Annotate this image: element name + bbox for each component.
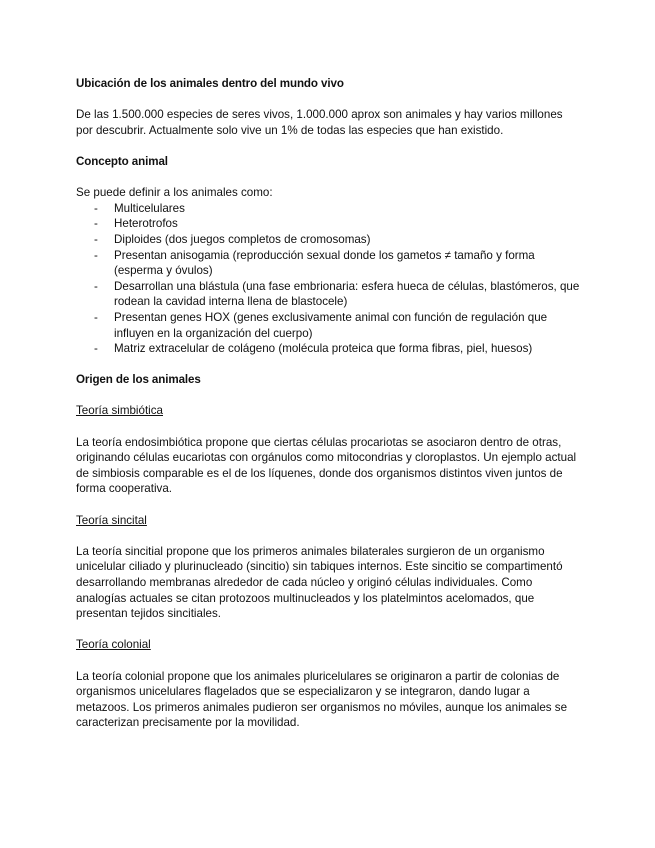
dash-bullet: - <box>94 248 98 262</box>
list-item-text: Diploides (dos juegos completos de cromosomas) <box>114 232 371 246</box>
spacer <box>76 497 581 513</box>
paragraph-sincital: La teoría sincitial propone que los primeros animales bilaterales surgieron de un organismo unicelular ciliado y plurinucleado (sincitio) sin tabiques internos. Este sincitio se compartimentó desarrollando membranas alrededor de cada núcleo y originó células individuales. Como analogías actuales se citan protozoos multinucleados y los platelmintos acelomados, que presentan tejidos sincitiales. <box>76 544 563 621</box>
dash-bullet: - <box>94 201 98 215</box>
list-item <box>76 310 581 341</box>
subheading-simbiotica: Teoría simbiótica <box>76 404 163 418</box>
concepto-intro: Se puede definir a los animales como: <box>76 186 273 200</box>
list-item <box>76 232 581 248</box>
list-item-text: Desarrollan una blástula (una fase embrionaria: esfera hueca de células, blastómeros, que rodean la cavidad interna llena de blastocele) <box>114 279 580 309</box>
list-item-text: Multicelulares <box>114 201 185 215</box>
dash-bullet: - <box>94 279 98 293</box>
list-item-text: Heterotrofos <box>114 217 178 231</box>
dash-bullet: - <box>94 342 98 356</box>
dash-bullet: - <box>94 310 98 324</box>
spacer <box>76 138 581 154</box>
list-item <box>76 341 581 357</box>
spacer <box>76 92 581 108</box>
heading-ubicacion: Ubicación de los animales dentro del mundo vivo <box>76 77 344 90</box>
list-item-text: Presentan anisogamia (reproducción sexual donde los gametos ≠ tamaño y forma (esperma y óvulos) <box>114 248 535 278</box>
list-item <box>76 248 581 279</box>
subheading-colonial: Teoría colonial <box>76 638 151 652</box>
subheading-sincital: Teoría sincital <box>76 513 147 527</box>
list-item <box>76 201 581 217</box>
spacer <box>76 622 581 638</box>
spacer <box>76 170 581 186</box>
concepto-list <box>76 201 581 357</box>
paragraph-colonial: La teoría colonial propone que los animales pluricelulares se originaron a partir de colonias de organismos unicelulares flagelados que se especializaron y se integraron, dando lugar a metazoos. Los primeros animales pudieron ser organismos no móviles, aunque los animales se caracterizan precisamente por la movilidad. <box>76 669 568 730</box>
dash-bullet: - <box>94 232 98 246</box>
list-item-text: Matriz extracelular de colágeno (molécula proteica que forma fibras, piel, huesos) <box>114 342 533 356</box>
document-page <box>76 76 581 731</box>
list-item <box>76 279 581 310</box>
paragraph-simbiotica: La teoría endosimbiótica propone que ciertas células procariotas se asociaron dentro de otras, originando células eucariotas con orgánulos como mitocondrias y cloroplastos. Un ejemplo actual de simbiosis comparable es el de los líquenes, donde dos organismos distintos viven juntos de forma cooperativa. <box>76 435 577 496</box>
spacer <box>76 419 581 435</box>
heading-concepto: Concepto animal <box>76 154 168 168</box>
paragraph-ubicacion: De las 1.500.000 especies de seres vivos, 1.000.000 aprox son animales y hay varios millones por descubrir. Actualmente solo vive un 1% de todas las especies que han existido. <box>76 108 563 137</box>
spacer <box>76 388 581 404</box>
spacer <box>76 357 581 373</box>
dash-bullet: - <box>94 217 98 231</box>
heading-origen: Origen de los animales <box>76 373 201 387</box>
spacer <box>76 653 581 669</box>
list-item <box>76 216 581 232</box>
list-item-text: Presentan genes HOX (genes exclusivamente animal con función de regulación que influyen en la organización del cuerpo) <box>114 310 548 340</box>
spacer <box>76 528 581 544</box>
